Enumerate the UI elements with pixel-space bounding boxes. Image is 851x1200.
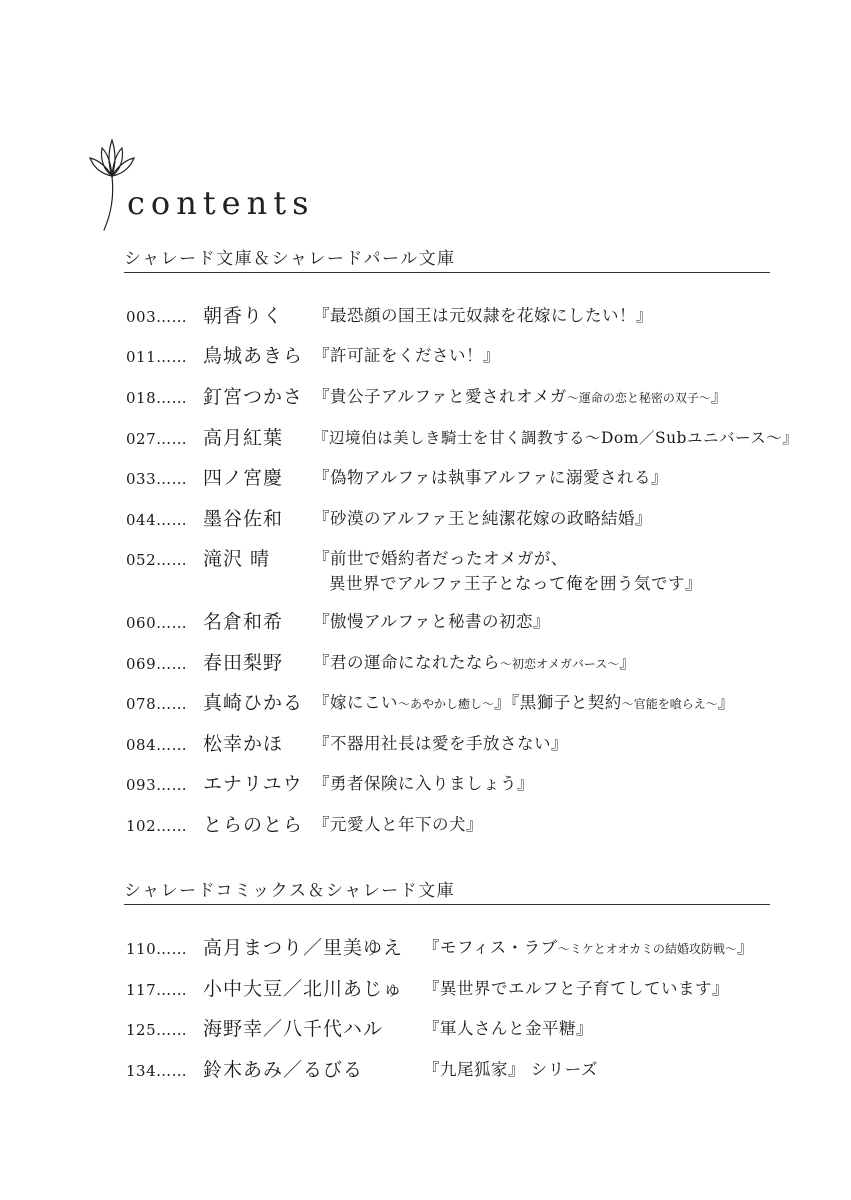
toc-entry: [126, 812, 483, 839]
toc-entry: [126, 343, 500, 370]
work-title: 『九尾狐家』 シリーズ: [423, 1060, 598, 1079]
work-title: 『嫁にこい〜あやかし癒し〜』『黒獅子と契約〜官能を喰らえ〜』: [313, 693, 735, 712]
author-name: 鳥城あきら: [203, 345, 304, 367]
page-number: 084……: [126, 736, 188, 754]
work-title: 『貴公子アルファと愛されオメガ〜運命の恋と秘密の双子〜』: [313, 387, 728, 406]
work-title: 『前世で婚約者だったオメガが、: [313, 549, 568, 568]
toc-entry: [126, 546, 568, 573]
page-number: 078……: [126, 695, 188, 713]
work-title: 『元愛人と年下の犬』: [313, 815, 483, 834]
toc-entry: [126, 465, 669, 492]
author-name: エナリユウ: [203, 773, 303, 795]
toc-entry: [126, 609, 551, 636]
page-number: 018……: [126, 389, 188, 407]
page-number: 033……: [126, 470, 188, 488]
toc-entry: [126, 690, 735, 717]
work-title: 『勇者保険に入りましょう』: [313, 774, 534, 793]
author-name: 真崎ひかる: [203, 692, 304, 714]
author-name: 滝沢 晴: [203, 548, 271, 570]
toc-entry: [126, 506, 653, 533]
page-number: 011……: [126, 348, 188, 366]
author-name: 釘宮つかさ: [203, 386, 304, 408]
section-heading-2: シャレードコミックス＆シャレード文庫: [124, 876, 770, 905]
work-title-line2: 異世界でアルファ王子となって俺を囲う気です』: [329, 574, 703, 593]
author-name: 高月紅葉: [203, 427, 284, 449]
page-number: 125……: [126, 1021, 188, 1039]
work-title: 『辺境伯は美しき騎士を甘く調教する〜Dom／Subユニバース〜』: [313, 429, 799, 447]
toc-entry: [126, 425, 799, 452]
toc-entry: [126, 771, 534, 798]
author-name: 朝香りく: [203, 305, 284, 327]
page-number: 134……: [126, 1062, 188, 1080]
work-title: 『軍人さんと金平糖』: [423, 1019, 593, 1038]
toc-entry: [126, 976, 729, 1003]
page-number: 069……: [126, 655, 188, 673]
toc-entry: [126, 384, 728, 411]
toc-entry: [126, 303, 653, 330]
author-name: 名倉和希: [203, 611, 284, 633]
work-title: 『異世界でエルフと子育てしています』: [423, 979, 729, 998]
toc-entry: [126, 1016, 593, 1043]
page-number: 110……: [126, 940, 188, 958]
section-heading-1: シャレード文庫＆シャレードパール文庫: [124, 244, 770, 273]
page-number: 060……: [126, 614, 188, 632]
author-name: 春田梨野: [203, 652, 284, 674]
work-title: 『最恐顔の国王は元奴隷を花嫁にしたい！』: [313, 306, 653, 325]
toc-entry: [126, 935, 754, 962]
toc-entry: [126, 1057, 598, 1084]
page-title: contents: [127, 184, 315, 222]
author-name: 高月まつり／里美ゆえ: [203, 937, 404, 959]
author-name: 小中大豆／北川あじゅ: [203, 978, 404, 1000]
page-number: 003……: [126, 308, 188, 326]
author-name: 鈴木あみ／るびる: [203, 1059, 364, 1081]
page-number: 093……: [126, 776, 188, 794]
author-name: 四ノ宮慶: [203, 467, 284, 489]
work-title: 『傲慢アルファと秘書の初恋』: [313, 612, 551, 631]
page-number: 117……: [126, 981, 188, 999]
author-name: とらのとら: [203, 814, 304, 836]
work-title: 『君の運命になれたなら〜初恋オメガバース〜』: [313, 653, 637, 672]
author-name: 松幸かほ: [203, 733, 284, 755]
page-number: 052……: [126, 551, 188, 569]
page-number: 102……: [126, 817, 188, 835]
author-name: 海野幸／八千代ハル: [203, 1018, 384, 1040]
work-title: 『許可証をください！』: [313, 346, 500, 365]
toc-entry: [126, 731, 568, 758]
page-number: 027……: [126, 430, 188, 448]
work-title: 『偽物アルファは執事アルファに溺愛される』: [313, 468, 669, 487]
author-name: 墨谷佐和: [203, 508, 284, 530]
page-number: 044……: [126, 511, 188, 529]
toc-entry: [126, 650, 637, 677]
work-title: 『砂漠のアルファ王と純潔花嫁の政略結婚』: [313, 509, 653, 528]
work-title: 『不器用社長は愛を手放さない』: [313, 734, 568, 753]
work-title: 『モフィス・ラブ〜ミケとオオカミの結婚攻防戦〜』: [423, 938, 754, 957]
